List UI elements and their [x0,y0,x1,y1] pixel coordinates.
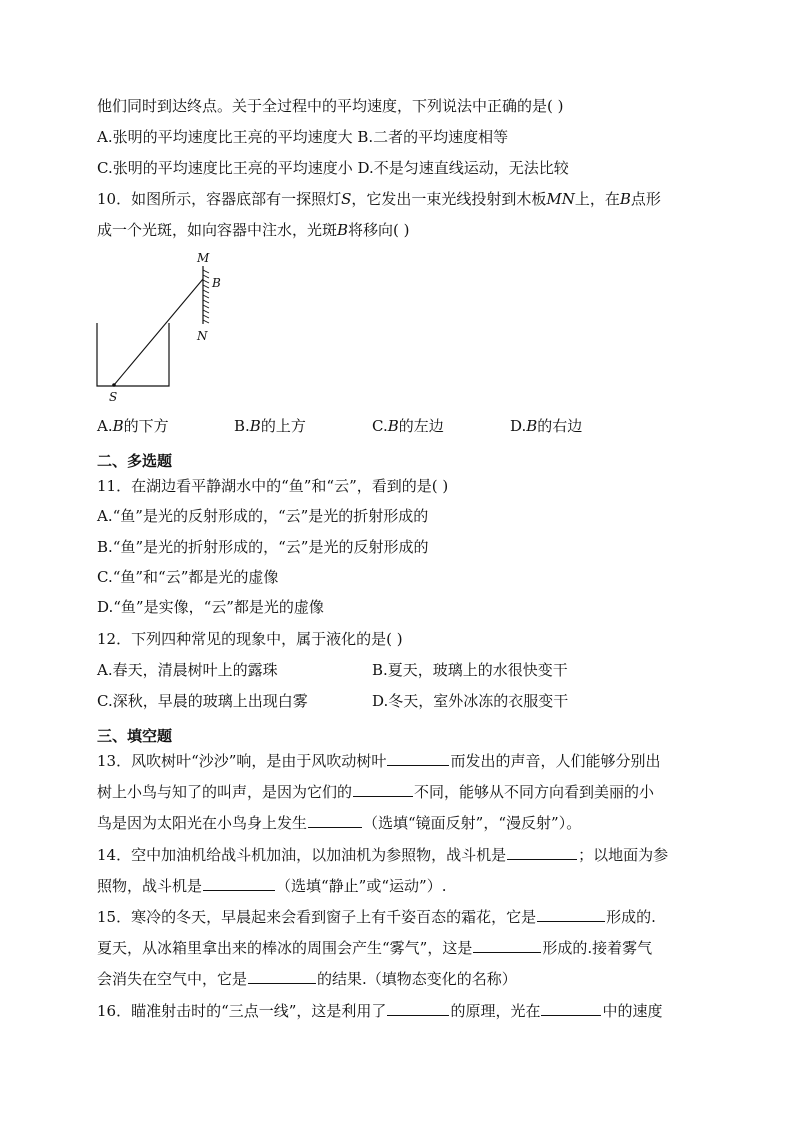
q10-stem-line1 [97,189,717,209]
q13-line2: 树上小鸟与知了的叫声，是因为它们的 不同，能够从不同方向看到美丽的小 [97,783,655,801]
q10-text: 成一个光斑，如向容器中注水，光斑 [97,221,338,239]
q10-option-a: A.B的下方 [97,417,169,435]
label-s: S [109,390,118,404]
q10-text: 10．如图所示，容器底部有一探照灯 [97,190,342,208]
q14-line2: 照物，战斗机是 （选填“静止”或“运动”）. [97,877,447,895]
q11-option-a: A.“鱼”是光的反射形成的，“云”是光的折射形成的 [97,507,429,525]
q12-option-c: C.深秋，早晨的玻璃上出现白雾 [97,692,308,710]
q12-option-d: D.冬天，室外冰冻的衣服变干 [372,692,569,710]
answer-blank[interactable] [473,938,541,953]
q10-option-b: B.B的上方 [234,417,306,435]
q10-figure [90,248,240,408]
answer-blank[interactable] [541,1001,601,1016]
label-m: M [197,251,210,265]
answer-blank[interactable] [248,969,316,984]
answer-blank[interactable] [387,751,449,766]
answer-blank[interactable] [387,1001,449,1016]
section-multiple-choice-title: 二、多选题 [97,452,173,470]
q9-option-ab: A.张明的平均速度比王亮的平均速度大 B.二者的平均速度相等 [97,128,509,146]
q16-line1: 16．瞄准射击时的“三点一线”，这是利用了 的原理，光在 中的速度 [97,1002,663,1020]
answer-blank[interactable] [353,782,413,797]
lamp-s [112,383,116,387]
q12-stem: 12．下列四种常见的现象中，属于液化的是( ) [97,630,403,648]
q10-var-mn: MN [546,190,575,208]
q10-option-c: C.B的左边 [372,417,444,435]
q12-option-b: B.夏天，玻璃上的水很快变干 [372,661,568,679]
q11-option-b: B.“鱼”是光的折射形成的，“云”是光的反射形成的 [97,538,429,556]
q10-var-s: S [341,190,352,208]
q10-text: 上，在 [574,190,620,208]
q11-stem: 11．在湖边看平静湖水中的“鱼”和“云”，看到的是( ) [97,477,449,495]
q10-text: 将移向( ) [348,221,410,239]
section-fill-blank-title: 三、填空题 [97,727,173,745]
q15-line3: 会消失在空气中，它是 的结果.（填物态变化的名称） [97,970,517,988]
q11-option-c: C.“鱼”和“云”都是光的虚像 [97,568,279,586]
q10-var-b: B [337,221,349,239]
q10-text: ，它发出一束光线投射到木板 [351,190,547,208]
light-ray [114,279,203,385]
q13-line1: 13．风吹树叶“沙沙”响，是由于风吹动树叶 而发出的声音，人们能够分别出 [97,752,661,770]
answer-blank[interactable] [507,845,577,860]
board-hatching [203,270,209,323]
q10-stem-line2 [97,220,717,240]
q15-line2: 夏天，从冰箱里拿出来的棒冰的周围会产生“雾气”，这是 形成的.接着雾气 [97,939,653,957]
q11-option-d: D.“鱼”是实像，“云”都是光的虚像 [97,598,324,616]
q10-text: 点形 [630,190,661,208]
label-b: B [212,276,221,290]
q10-var-b: B [619,190,631,208]
answer-blank[interactable] [308,813,362,828]
answer-blank[interactable] [203,876,275,891]
q13-line3: 鸟是因为太阳光在小鸟身上发生 （选填“镜面反射”，“漫反射”）。 [97,814,582,832]
q10-option-d: D.B的右边 [510,417,583,435]
answer-blank[interactable] [537,907,605,922]
q12-option-a: A.春天，清晨树叶上的露珠 [97,661,278,679]
q15-line1: 15．寒冷的冬天，早晨起来会看到窗子上有千姿百态的霜花，它是 形成的. [97,908,656,926]
q9-option-cd: C.张明的平均速度比王亮的平均速度小 D.不是匀速直线运动，无法比较 [97,159,569,177]
label-n: N [197,329,208,343]
q9-stem-continuation: 他们同时到达终点。关于全过程中的平均速度，下列说法中正确的是( ) [97,97,564,115]
q14-line1: 14．空中加油机给战斗机加油，以加油机为参照物，战斗机是 ；以地面为参 [97,846,669,864]
